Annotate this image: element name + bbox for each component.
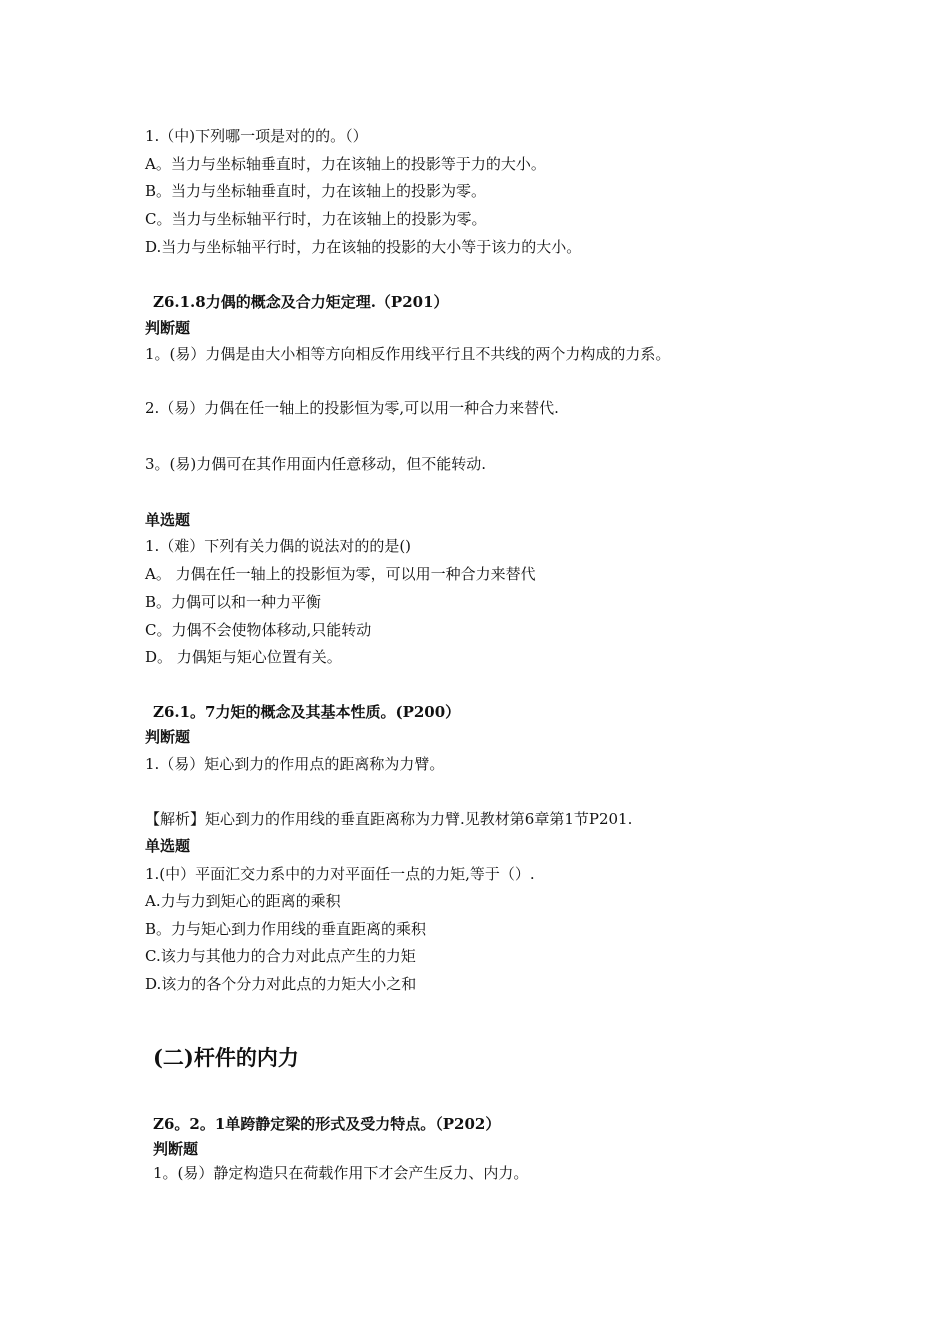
option-a: A。 力偶在任一轴上的投影恒为零，可以用一种合力来替代	[145, 565, 536, 583]
judge-title: 判断题	[145, 319, 191, 337]
option-d: D。 力偶矩与矩心位置有关。	[145, 648, 342, 666]
judge-item: 1。(易）静定构造只在荷载作用下才会产生反力、内力。	[153, 1164, 529, 1182]
question-text: 1.（难）下列有关力偶的说法对的的是()	[145, 537, 412, 555]
section-heading: Z6。2。1单跨静定梁的形式及受力特点。（P202）	[153, 1115, 501, 1133]
option-a: A.力与力到矩心的距离的乘积	[145, 892, 341, 910]
judge-item: 2.（易）力偶在任一轴上的投影恒为零,可以用一种合力来替代.	[145, 399, 559, 417]
option-b: B。力与矩心到力作用线的垂直距离的乘积	[145, 920, 427, 938]
option-d: D.该力的各个分力对此点的力矩大小之和	[145, 975, 417, 993]
option-d: D.当力与坐标轴平行时，力在该轴的投影的大小等于该力的大小。	[145, 238, 582, 256]
judge-item: 1。(易）力偶是由大小相等方向相反作用线平行且不共线的两个力构成的力系。	[145, 345, 671, 363]
section-heading: Z6.1.8力偶的概念及合力矩定理.（P201）	[153, 293, 449, 311]
option-b: B。当力与坐标轴垂直时，力在该轴上的投影为零。	[145, 182, 487, 200]
single-choice-title: 单选题	[145, 837, 191, 855]
question-text: 1.(中）平面汇交力系中的力对平面任一点的力矩,等于（）.	[145, 865, 535, 883]
option-a: A。当力与坐标轴垂直时，力在该轴上的投影等于力的大小。	[145, 155, 546, 173]
option-c: C。当力与坐标轴平行时，力在该轴上的投影为零。	[145, 210, 487, 228]
question-text: 1.（中)下列哪一项是对的的。（）	[145, 127, 368, 145]
section-heading: Z6.1。7力矩的概念及其基本性质。(P200）	[153, 703, 461, 721]
option-b: B。力偶可以和一种力平衡	[145, 593, 322, 611]
judge-item: 3。(易)力偶可在其作用面内任意移动，但不能转动.	[145, 455, 487, 473]
judge-title: 判断题	[153, 1140, 199, 1158]
analysis-text: 【解析】矩心到力的作用线的垂直距离称为力臂.见教材第6章第1节P201.	[145, 810, 633, 828]
single-choice-title: 单选题	[145, 511, 191, 529]
judge-item: 1.（易）矩心到力的作用点的距离称为力臂。	[145, 755, 445, 773]
option-c: C。力偶不会使物体移动,只能转动	[145, 621, 372, 639]
option-c: C.该力与其他力的合力对此点产生的力矩	[145, 947, 416, 965]
chapter-title: (二)杆件的内力	[153, 1045, 299, 1070]
judge-title: 判断题	[145, 728, 191, 746]
